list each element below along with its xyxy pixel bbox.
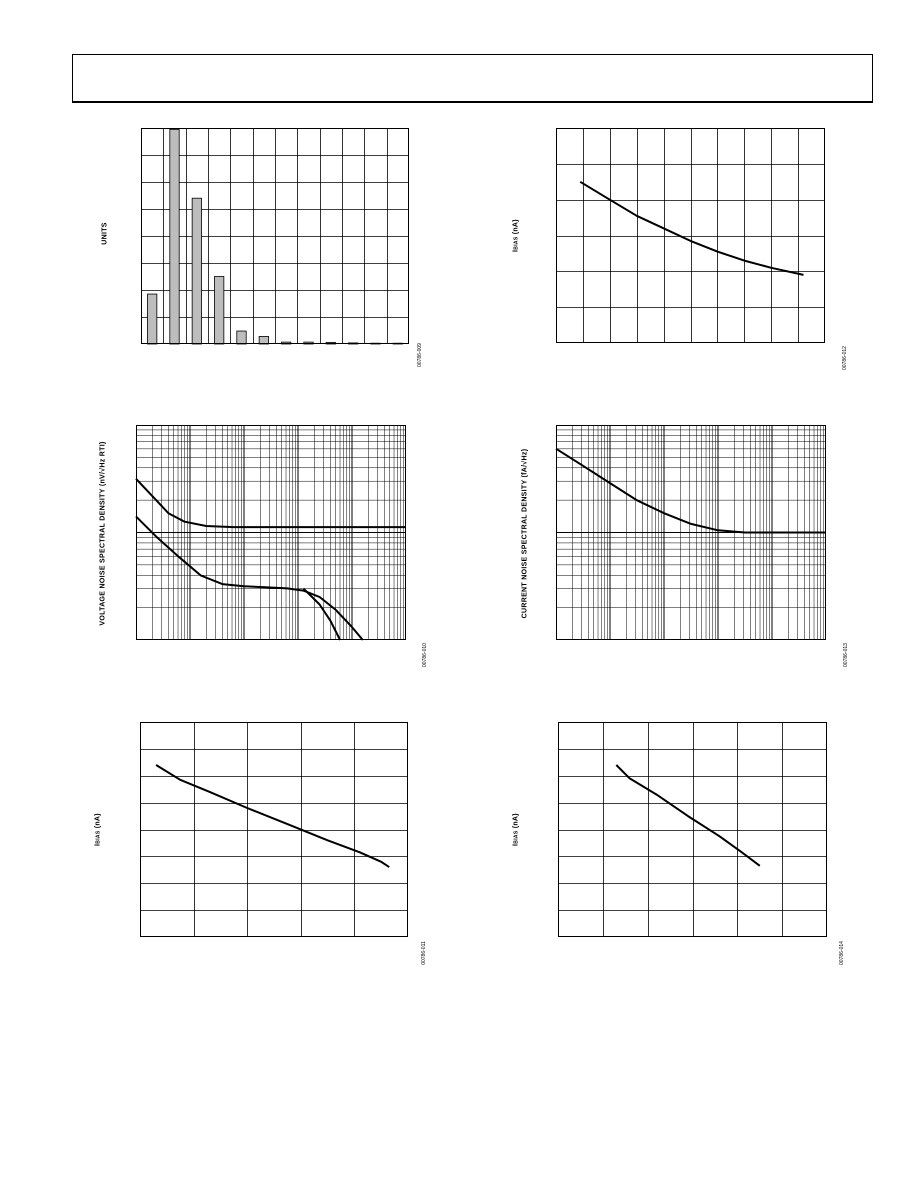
figure-id-c1: 00786-009 [417, 343, 423, 367]
figure-id-c2: 00786-012 [842, 346, 848, 370]
ibias-chart-bottom-left [140, 722, 408, 937]
current-noise-axis-label: CURRENT NOISE SPECTRAL DENSITY (fA/√Hz) [521, 448, 529, 619]
ibias-axis-label-c2: IBIAS (nA) [512, 219, 520, 252]
series-line-2 [136, 516, 363, 640]
ibias-axis-label-c5: IBIAS (nA) [94, 813, 102, 846]
units-histogram-chart [141, 128, 409, 344]
series-line-1 [136, 479, 406, 527]
figure-id-c4: 00786-013 [843, 643, 849, 667]
histogram-bar [237, 331, 246, 344]
histogram-bar [214, 277, 223, 345]
figure-id-c5: 00786-011 [421, 941, 427, 965]
units-axis-label: UNITS [101, 222, 109, 245]
plot-frame [141, 723, 408, 937]
series-line-1 [616, 765, 760, 866]
ibias-chart-top-right [556, 128, 825, 343]
page-header-box [72, 54, 873, 103]
histogram-bar [147, 294, 156, 344]
plot-frame [142, 129, 409, 344]
voltage-noise-chart [136, 425, 406, 640]
figure-id-c6: 00786-014 [839, 941, 845, 965]
ibias-axis-label-c6: IBIAS (nA) [512, 813, 520, 846]
series-line-3 [303, 588, 340, 640]
histogram-bar [259, 336, 268, 344]
histogram-bar [170, 129, 179, 344]
current-noise-chart [556, 425, 826, 640]
plot-frame [557, 129, 825, 343]
ibias-chart-bottom-right [558, 722, 827, 937]
histogram-bar [192, 198, 201, 344]
voltage-noise-axis-label: VOLTAGE NOISE SPECTRAL DENSITY (nV/√Hz RTI) [99, 441, 107, 626]
figure-id-c3: 00786-010 [422, 643, 428, 667]
series-line-1 [556, 449, 826, 533]
plot-frame [559, 723, 827, 937]
